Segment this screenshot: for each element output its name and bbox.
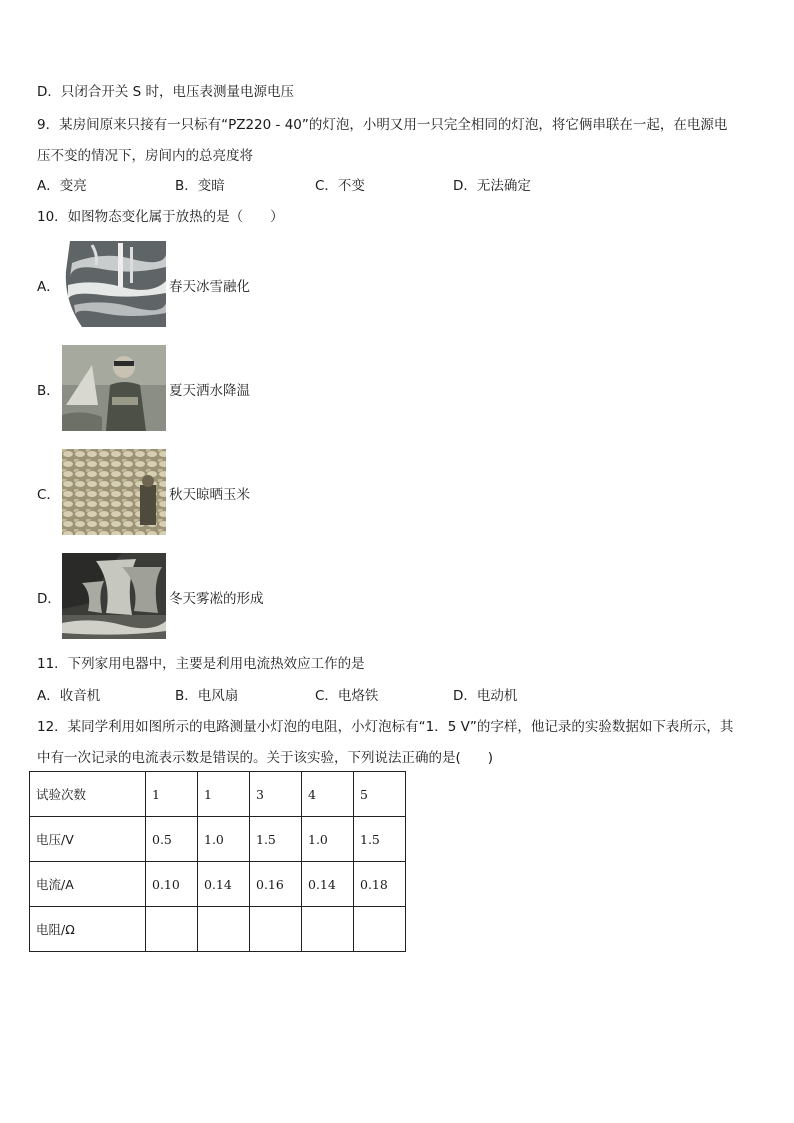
table-cell: [354, 907, 406, 952]
table-cell: 1.5: [250, 817, 302, 862]
option-letter: D．: [37, 591, 61, 607]
table-cell: 1: [146, 772, 198, 817]
table-cell: 1.0: [302, 817, 354, 862]
q11-option-c: C．电烙铁: [315, 688, 379, 704]
row-header: 电阻/Ω: [30, 907, 146, 952]
rime-frost-photo: [62, 553, 166, 639]
table-row: [30, 772, 406, 817]
option-caption: 春天冰雪融化: [169, 279, 250, 295]
option-letter: A．: [37, 279, 60, 295]
q9-option-b: B．变暗: [175, 178, 225, 194]
table-row: [30, 817, 406, 862]
q11-option-b: B．电风扇: [175, 688, 239, 704]
table-row: [30, 862, 406, 907]
q9-option-d: D．无法确定: [453, 178, 531, 194]
table-cell: 0.14: [198, 862, 250, 907]
row-header: 试验次数: [30, 772, 146, 817]
table-cell: 1.0: [198, 817, 250, 862]
table-cell: 4: [302, 772, 354, 817]
table-row: [30, 907, 406, 952]
option-letter: B．: [37, 383, 60, 399]
ice-melting-photo: [62, 241, 166, 327]
table-cell: [250, 907, 302, 952]
drying-corn-photo: [62, 449, 166, 535]
table-cell: [146, 907, 198, 952]
table-cell: [198, 907, 250, 952]
table-cell: 0.18: [354, 862, 406, 907]
option-caption: 秋天晾晒玉米: [169, 487, 250, 503]
q11-option-d: D．电动机: [453, 688, 518, 704]
q12-data-table: [29, 771, 406, 952]
row-header: 电压/V: [30, 817, 146, 862]
table-cell: 0.10: [146, 862, 198, 907]
q9-stem-line2: 压不变的情况下，房间内的总亮度将: [37, 148, 253, 164]
table-cell: 3: [250, 772, 302, 817]
q9-stem-line1: 9．某房间原来只接有一只标有“PZ220 - 40”的灯泡，小明又用一只完全相同的灯泡，将它俩串联在一起，在电源电: [37, 117, 728, 133]
q8-option-d: D．只闭合开关 S 时，电压表测量电源电压: [37, 84, 295, 100]
table-cell: 5: [354, 772, 406, 817]
table-cell: [302, 907, 354, 952]
option-caption: 冬天雾凇的形成: [169, 591, 264, 607]
option-letter: C．: [37, 487, 60, 503]
option-caption: 夏天洒水降温: [169, 383, 250, 399]
q11-option-a: A．收音机: [37, 688, 101, 704]
table-cell: 0.14: [302, 862, 354, 907]
q9-option-c: C．不变: [315, 178, 365, 194]
q12-stem-line2: 中有一次记录的电流表示数是错误的。关于该实验，下列说法正确的是( ): [37, 750, 494, 766]
row-header: 电流/A: [30, 862, 146, 907]
sprinkling-water-photo: [62, 345, 166, 431]
q12-stem-line1: 12．某同学利用如图所示的电路测量小灯泡的电阻，小灯泡标有“1．5 V”的字样，他记录的实验数据如下表所示，其: [37, 719, 734, 735]
q10-stem: 10．如图物态变化属于放热的是（ ）: [37, 209, 284, 225]
table-cell: 0.5: [146, 817, 198, 862]
table-cell: 1.5: [354, 817, 406, 862]
q11-stem: 11．下列家用电器中，主要是利用电流热效应工作的是: [37, 656, 365, 672]
table-cell: 0.16: [250, 862, 302, 907]
q9-option-a: A．变亮: [37, 178, 87, 194]
table-cell: 1: [198, 772, 250, 817]
